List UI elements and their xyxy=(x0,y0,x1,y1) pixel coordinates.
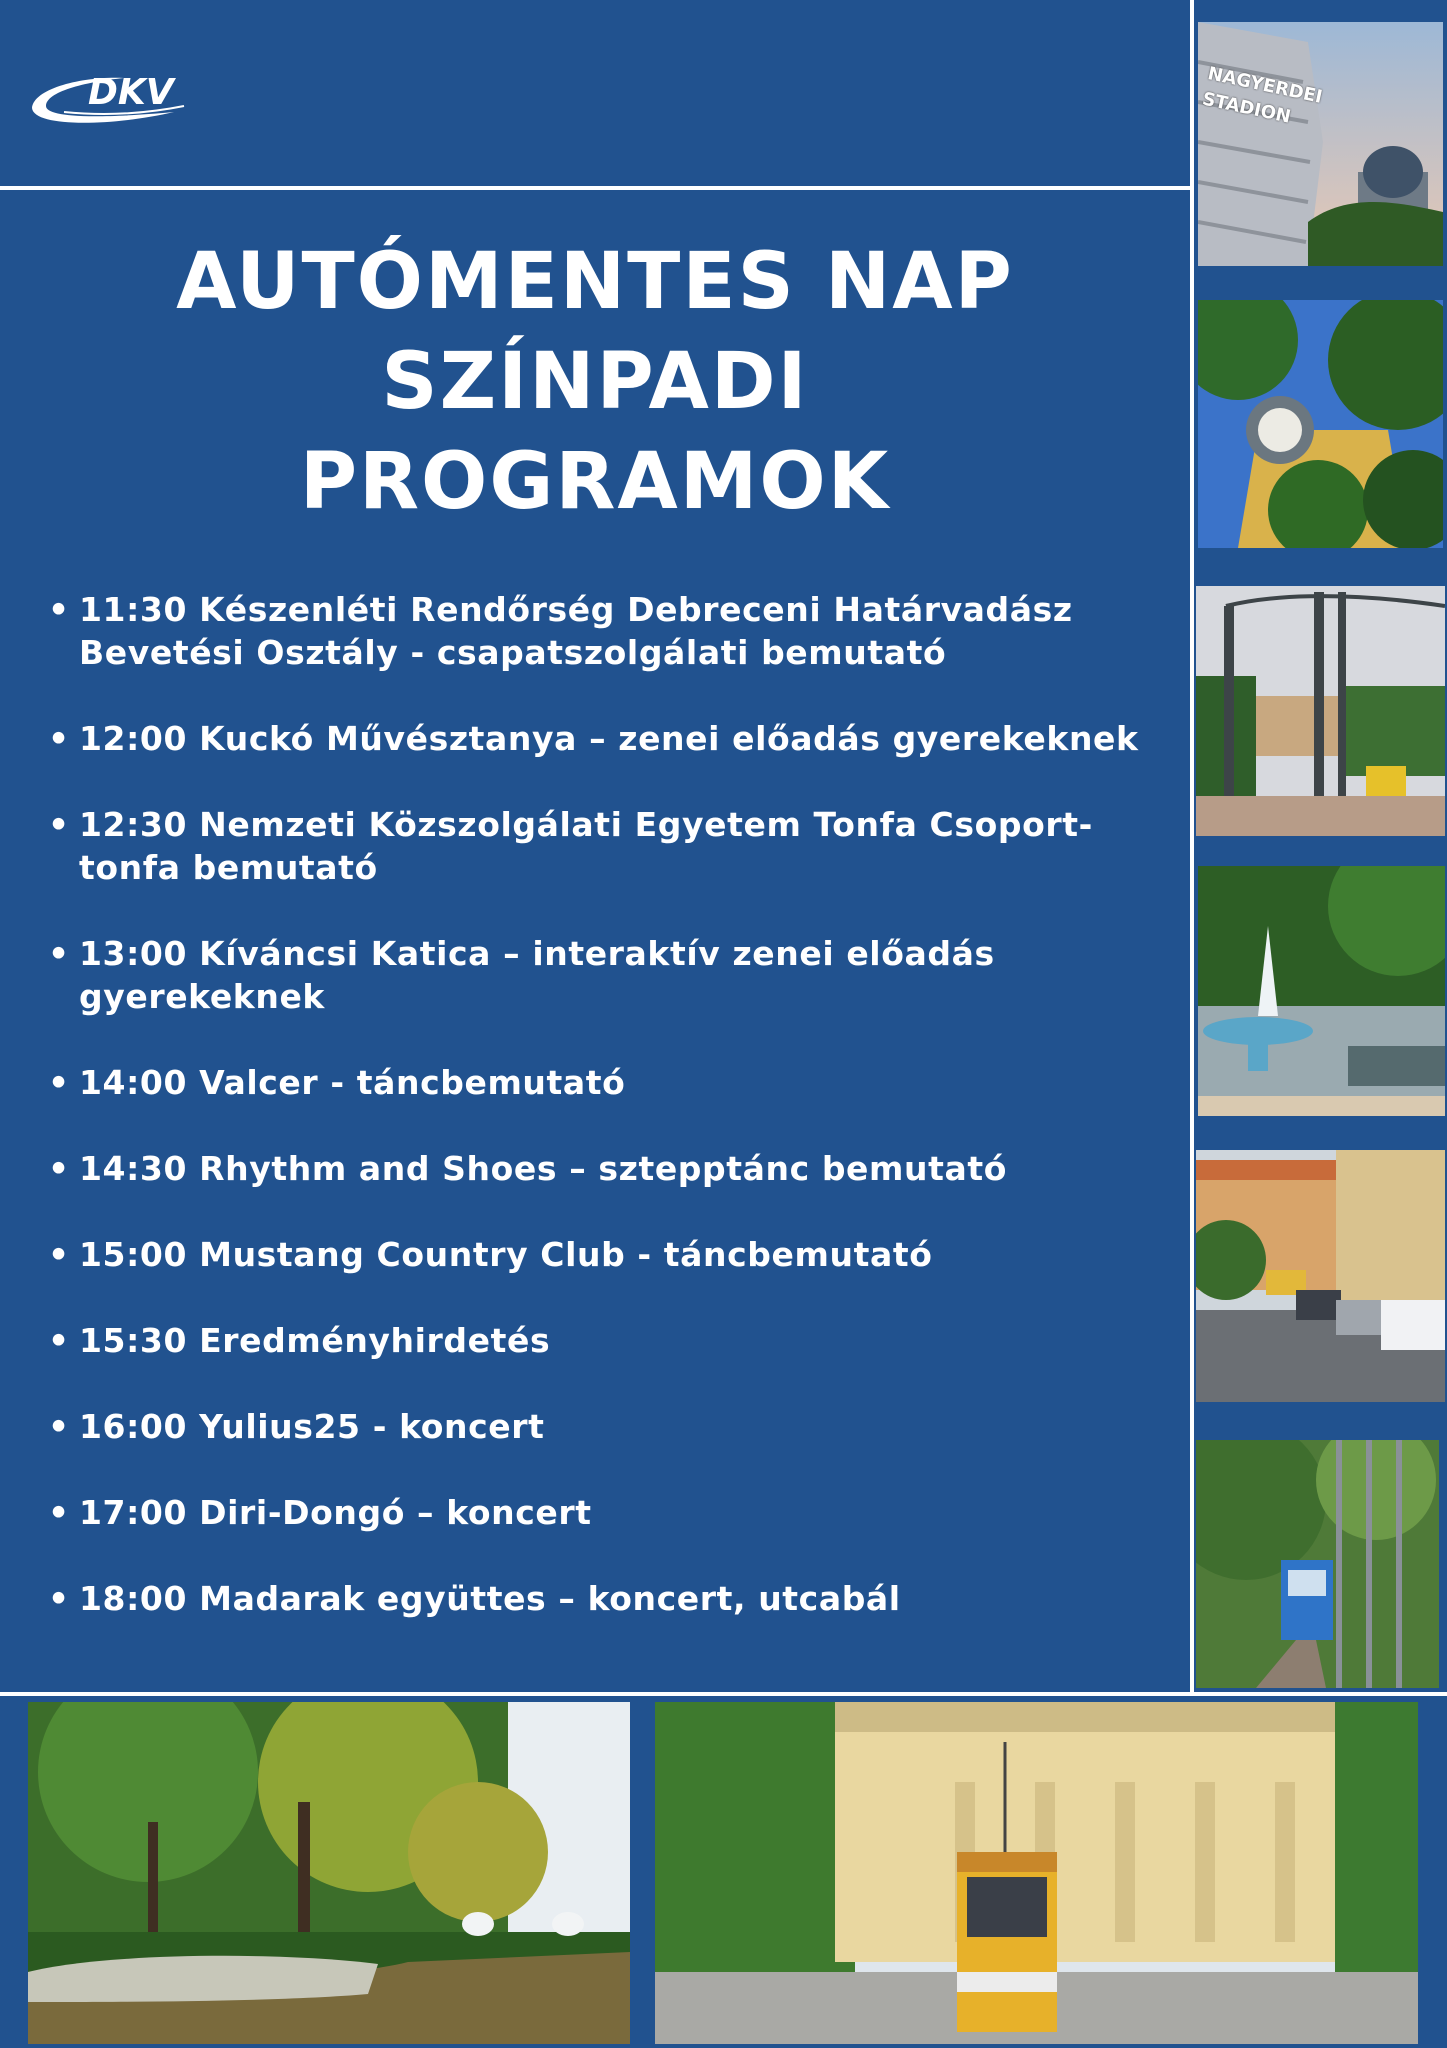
program-item: • 18:00 Madarak együttes – koncert, utcabál xyxy=(48,1577,1158,1620)
program-item: • 16:00 Yulius25 - koncert xyxy=(48,1405,1158,1448)
page-title xyxy=(30,232,1160,532)
photo-clock-tower xyxy=(1198,300,1443,548)
dkv-logo-swoosh-icon xyxy=(24,66,196,130)
photo-street-cars xyxy=(1196,1150,1445,1402)
program-item: • 11:30 Készenléti Rendőrség Debreceni Határvadász Bevetési Osztály - csapatszolgálati bemutató xyxy=(48,588,1158,674)
photo-park-lake xyxy=(28,1702,630,2044)
footer-divider xyxy=(0,1692,1447,1696)
photo-tram-street xyxy=(1196,586,1445,836)
program-item: • 12:00 Kuckó Művésztanya – zenei előadás gyerekeknek xyxy=(48,717,1158,760)
program-item: • 17:00 Diri-Dongó – koncert xyxy=(48,1491,1158,1534)
vertical-divider xyxy=(1190,0,1194,1694)
program-item: • 15:30 Eredményhirdetés xyxy=(48,1319,1158,1362)
program-item: • 14:00 Valcer - táncbemutató xyxy=(48,1061,1158,1104)
title-line-3: PROGRAMOK xyxy=(299,437,891,527)
title-line-2: SZÍNPADI xyxy=(381,337,809,427)
logo-text: DKV xyxy=(88,72,174,113)
photo-fountain xyxy=(1198,866,1445,1116)
program-item: • 14:30 Rhythm and Shoes – sztepptánc bemutató xyxy=(48,1147,1158,1190)
dkv-logo xyxy=(24,66,196,130)
program-item: • 13:00 Kíváncsi Katica – interaktív zenei előadás gyerekeknek xyxy=(48,932,1158,1018)
header-divider xyxy=(0,186,1192,190)
program-item: • 15:00 Mustang Country Club - táncbemutató xyxy=(48,1233,1158,1276)
program-item: • 12:30 Nemzeti Közszolgálati Egyetem Tonfa Csoport- tonfa bemutató xyxy=(48,803,1158,889)
stadium-sign: NAGYERDEI STADION xyxy=(1200,63,1325,128)
photo-blue-tram xyxy=(1196,1440,1439,1688)
photo-yellow-tram-square xyxy=(655,1702,1418,2044)
title-line-1: AUTÓMENTES NAP xyxy=(176,237,1014,327)
photo-stadium xyxy=(1198,22,1443,266)
program-list xyxy=(48,588,1158,1663)
